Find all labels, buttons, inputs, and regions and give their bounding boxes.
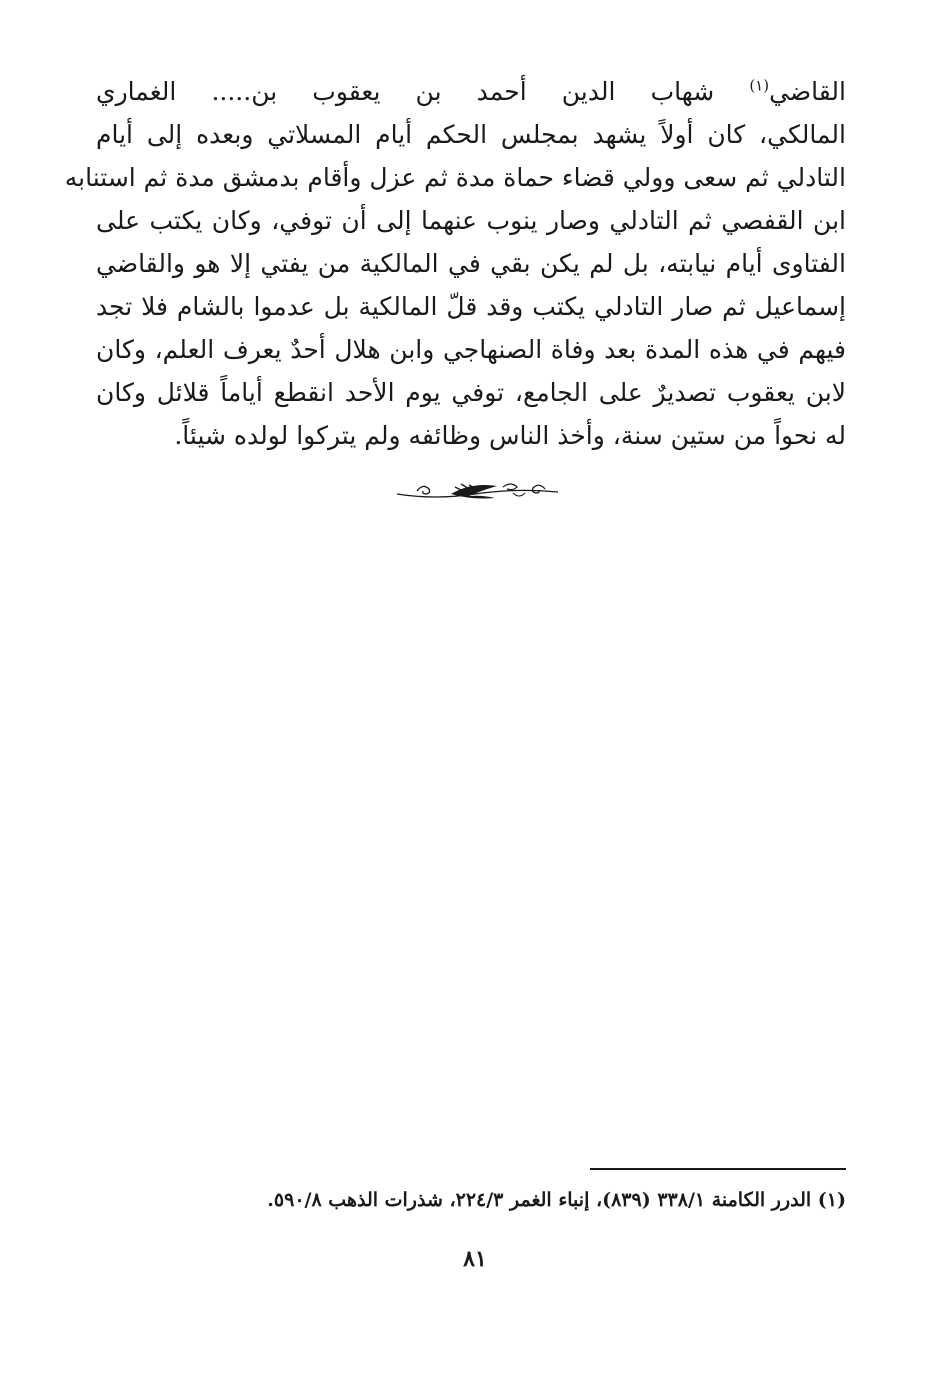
- line-continuation: شهاب الدين أحمد بن يعقوب بن..... الغماري: [96, 77, 750, 106]
- footnote: (١) الدرر الكامنة ٣٣٨/١ (٨٣٩)، إنباء الغمر ٢٢٤/٣، شذرات الذهب ٥٩٠/٨.: [267, 1189, 846, 1211]
- footnote-divider: [590, 1168, 846, 1170]
- footnote-marker: (١): [749, 76, 770, 95]
- text-line: التادلي ثم سعى وولي قضاء حماة مدة ثم عزل وأقام بدمشق مدة ثم استنابه: [64, 163, 846, 192]
- text-line-last: له نحواً من ستين سنة، وأخذ الناس وظائفه ولم يتركوا لولده شيئاً.: [174, 421, 846, 450]
- text-line: ابن القفصي ثم التادلي وصار ينوب عنهما إلى أن توفي، وكان يكتب على: [96, 206, 846, 235]
- text-line: المالكي، كان أولاً يشهد بمجلس الحكم أيام المسلاتي وبعده إلى أيام: [96, 120, 846, 149]
- text-line: فيهم في هذه المدة بعد وفاة الصنهاجي وابن هلال أحدٌ يعرف العلم، وكان: [96, 335, 846, 364]
- main-paragraph: [64, 70, 846, 457]
- text-line: [96, 70, 846, 113]
- line-start-word: القاضي: [769, 77, 846, 106]
- section-end-ornament-icon: [395, 478, 560, 506]
- text-line: الفتاوى أيام نيابته، بل لم يكن بقي في المالكية من يفتي إلا هو والقاضي: [96, 249, 846, 278]
- text-line: لابن يعقوب تصديرٌ على الجامع، توفي يوم الأحد انقطع أياماً قلائل وكان: [96, 378, 846, 407]
- text-line: إسماعيل ثم صار التادلي يكتب وقد قلّ المالكية بل عدموا بالشام فلا تجد: [96, 292, 846, 321]
- page-number: ٨١: [463, 1246, 487, 1272]
